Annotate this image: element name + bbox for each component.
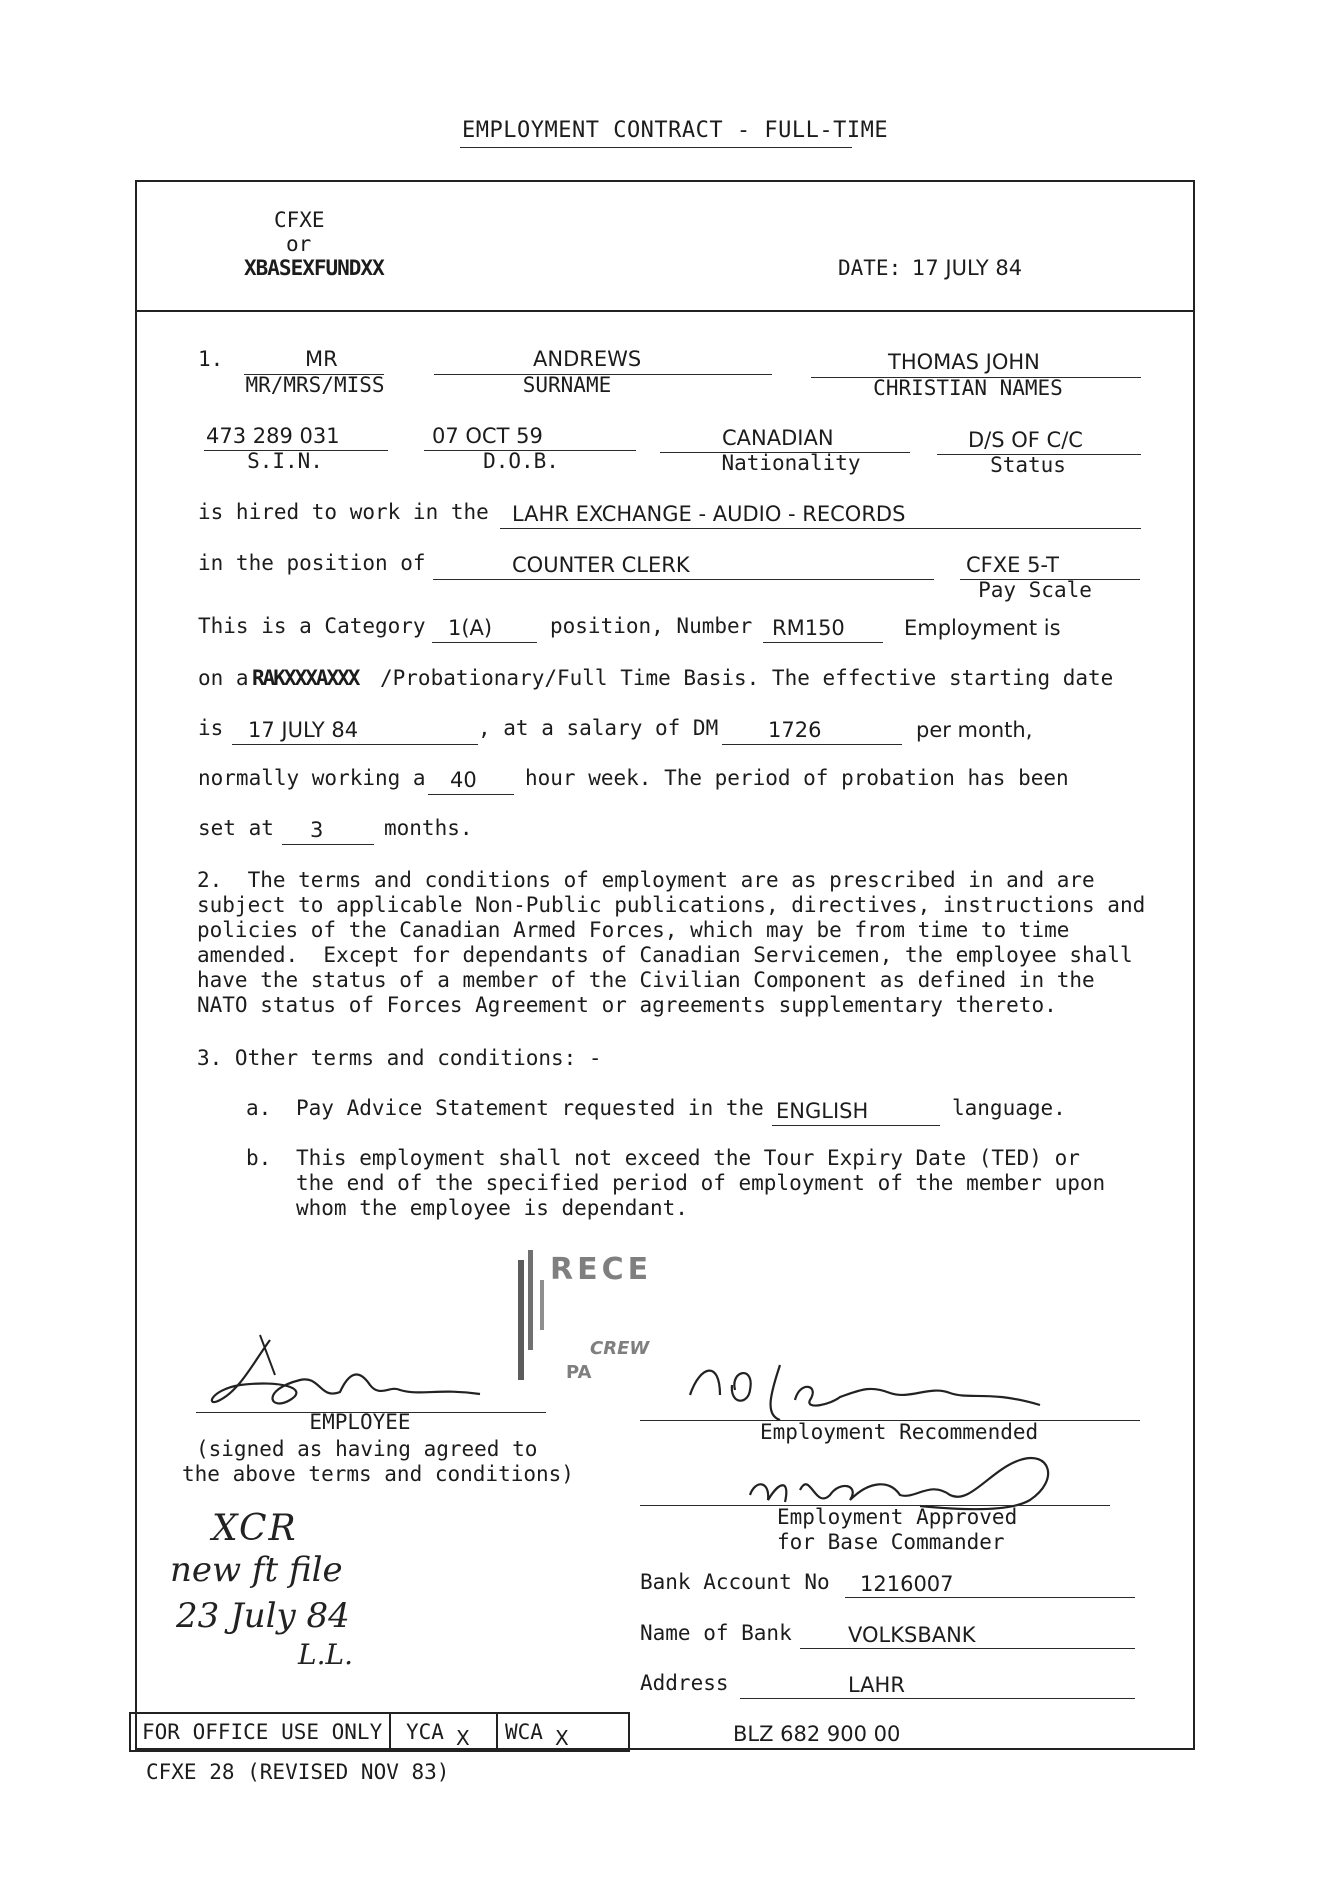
language-line [772, 1125, 940, 1126]
probation-text-b: months. [384, 816, 473, 840]
bank-name-line [800, 1648, 1135, 1649]
hours-value: 40 [450, 768, 477, 792]
date-label: DATE: [838, 256, 902, 280]
workplace-value: LAHR EXCHANGE - AUDIO - RECORDS [512, 502, 906, 526]
bank-account-label: Bank Account No [640, 1570, 830, 1594]
header-separator [135, 310, 1195, 312]
probation-text-a: set at [198, 816, 274, 840]
section-2-line: policies of the Canadian Armed Forces, which may be from time to time [197, 918, 1070, 942]
item-b-label: b. [246, 1146, 272, 1170]
salary-line [722, 744, 902, 745]
title-underline [460, 147, 852, 148]
handwritten-line-2: new ft file [170, 1550, 343, 1590]
office-label: FOR OFFICE USE ONLY [142, 1720, 383, 1744]
hours-text-a: normally working a [198, 766, 426, 790]
employee-note-1: (signed as having agreed to [196, 1437, 538, 1461]
basis-text-a: on a [198, 666, 249, 690]
section-2-line: subject to applicable Non-Public publications, directives, instructions and [197, 893, 1146, 917]
start-value: 17 JULY 84 [248, 718, 359, 742]
status-label: Status [990, 453, 1066, 477]
bank-address-label: Address [640, 1671, 729, 1695]
employee-label: EMPLOYEE [309, 1410, 411, 1434]
item-b-text [296, 1146, 1105, 1221]
title-value: MR [305, 347, 338, 371]
wca-label: WCA [505, 1720, 543, 1744]
yca-label: YCA [406, 1720, 444, 1744]
salary-value: 1726 [768, 718, 822, 742]
date-value: 17 JULY 84 [912, 256, 1023, 280]
christian-names-label: CHRISTIAN NAMES [873, 376, 1063, 400]
pay-scale-value: CFXE 5-T [966, 553, 1059, 577]
sin-value: 473 289 031 [206, 424, 340, 448]
position-value: COUNTER CLERK [512, 553, 690, 577]
dob-value: 07 OCT 59 [432, 424, 543, 448]
bank-name-value: VOLKSBANK [848, 1623, 976, 1647]
workplace-line [500, 528, 1141, 529]
nationality-label: Nationality [721, 451, 861, 475]
start-text-c: per month, [916, 718, 1033, 742]
item-a-text-b: language. [952, 1096, 1066, 1120]
basis-struck: RAKXXXAXXX [252, 666, 359, 690]
approved-sub: for Base Commander [777, 1530, 1005, 1554]
start-text-a: is [198, 716, 224, 740]
status-value: D/S OF C/C [968, 428, 1083, 452]
position-text: in the position of [198, 551, 426, 575]
section-2-line: amended. Except for dependants of Canadian Servicemen, the employee shall [197, 943, 1133, 967]
category-text-c: Employment is [904, 616, 1061, 640]
approved-label: Employment Approved [777, 1505, 1018, 1529]
employee-note-2: the above terms and conditions) [182, 1462, 574, 1486]
recommended-label: Employment Recommended [760, 1420, 1039, 1444]
nationality-value: CANADIAN [722, 426, 834, 450]
item-a-label: a. [246, 1096, 272, 1120]
start-text-b: , at a salary of DM [478, 716, 719, 740]
section-2 [197, 868, 1145, 1018]
item-a-language: ENGLISH [776, 1099, 869, 1123]
section-2-line: have the status of a member of the Civilian Component as defined in the [197, 968, 1095, 992]
item-b-line: This employment shall not exceed the Tour Expiry Date (TED) or [296, 1146, 1080, 1170]
category-line [432, 642, 537, 643]
org-struck: XBASEXFUNDXX [244, 256, 384, 280]
item-a-text-a: Pay Advice Statement requested in the [296, 1096, 764, 1120]
bank-name-label: Name of Bank [640, 1621, 792, 1645]
handwritten-line-4: L.L. [298, 1638, 353, 1671]
surname-label: SURNAME [522, 373, 612, 397]
stamp-line-1: RECE [550, 1252, 653, 1287]
bank-account-line [845, 1597, 1135, 1598]
recommended-signature [660, 1345, 1060, 1425]
dob-label: D.O.B. [483, 449, 559, 473]
bank-account-value: 1216007 [860, 1572, 954, 1596]
handwritten-line-3: 23 July 84 [176, 1596, 350, 1636]
org-cfxe: CFXE [274, 208, 325, 232]
sin-label: S.I.N. [247, 449, 323, 473]
probation-line [282, 844, 374, 845]
blz-value: BLZ 682 900 00 [733, 1722, 901, 1746]
received-stamp [510, 1240, 660, 1390]
section-1-number: 1. [198, 347, 224, 371]
number-line [763, 642, 883, 643]
probation-value: 3 [310, 818, 324, 842]
bank-address-line [740, 1698, 1135, 1699]
hired-text: is hired to work in the [198, 500, 489, 524]
section-2-line: 2. The terms and conditions of employment are as prescribed in and are [197, 868, 1095, 892]
category-text-b: position, Number [550, 614, 753, 638]
section-3-heading: 3. Other terms and conditions: - [197, 1046, 602, 1070]
category-text-a: This is a Category [198, 614, 426, 638]
handwritten-line-1: XCR [212, 1508, 298, 1549]
org-or: or [286, 232, 312, 256]
hours-line [428, 794, 514, 795]
title-label: MR/MRS/MISS [245, 373, 385, 397]
stamp-line-3: CREW [590, 1338, 650, 1359]
bank-address-value: LAHR [848, 1673, 905, 1697]
number-value: RM150 [772, 616, 845, 640]
section-2-line: NATO status of Forces Agreement or agreements supplementary thereto. [197, 993, 1057, 1017]
wca-value: X [555, 1726, 569, 1750]
stamp-line-4: PA [566, 1362, 592, 1383]
yca-value: X [456, 1726, 470, 1750]
pay-scale-label: Pay Scale [978, 578, 1092, 602]
employee-signature [200, 1330, 500, 1420]
start-line [232, 744, 478, 745]
document-title: EMPLOYMENT CONTRACT - FULL-TIME [462, 118, 889, 143]
christian-names-value: THOMAS JOHN [888, 350, 1040, 374]
surname-value: ANDREWS [533, 347, 642, 371]
form-number: CFXE 28 (REVISED NOV 83) [146, 1760, 450, 1784]
category-value: 1(A) [448, 616, 493, 640]
hours-text-b: hour week. The period of probation has been [525, 766, 1069, 790]
item-b-line: the end of the specified period of employment of the member upon [296, 1171, 1106, 1195]
basis-text-b: /Probationary/Full Time Basis. The effective starting date [380, 666, 1114, 690]
item-b-line: whom the employee is dependant. [296, 1196, 688, 1220]
position-line [433, 579, 934, 580]
